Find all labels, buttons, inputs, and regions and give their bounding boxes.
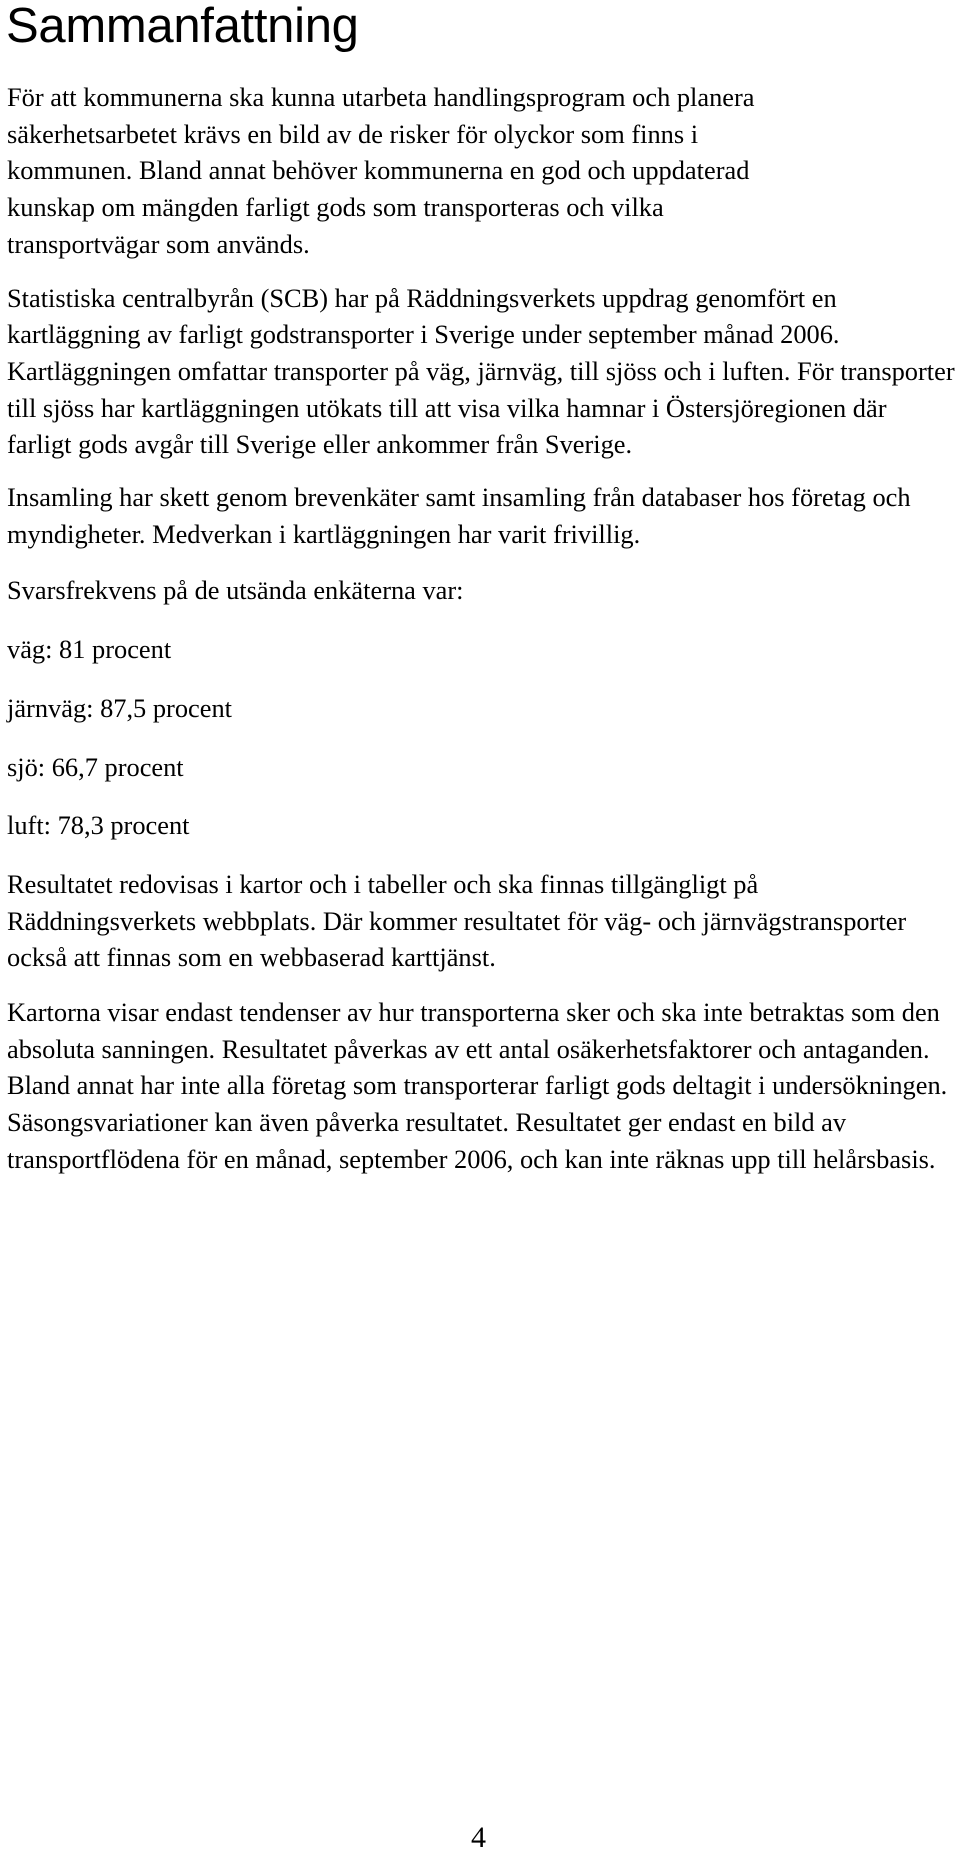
page-title: Sammanfattning	[6, 0, 359, 53]
rail-response-rate: järnväg: 87,5 procent	[7, 692, 232, 723]
limitations-paragraph: Kartorna visar endast tendenser av hur transporterna sker och ska inte betraktas som den absoluta sanningen. Resultatet påverkas av ett antal osäkerhetsfaktorer och antaganden. Bland annat har inte alla företag som transporterar farligt gods deltagit i undersökningen. Säsongsvariationer kan även påverka resultatet. Resultatet ger endast en bild av transportflödena för en månad, september 2006, och kan inte räknas upp till helårsbasis.	[7, 997, 948, 1174]
intro-paragraph: För att kommunerna ska kunna utarbeta handlingsprogram och planera säkerhetsarbetet krävs en bild av de risker för olyckor som finns i kommunen. Bland annat behöver kommunerna en god och uppdaterad kunskap om mängden farligt gods som transporteras och vilka transportvägar som används.	[7, 82, 755, 259]
collection-paragraph: Insamling har skett genom brevenkäter samt insamling från databaser hos företag och myndigheter. Medverkan i kartläggningen har varit frivillig.	[7, 482, 911, 549]
page-number: 4	[471, 1821, 486, 1854]
response-rate-intro: Svarsfrekvens på de utsända enkäterna var:	[7, 575, 464, 606]
summary-content	[7, 79, 957, 1194]
response-rate-list	[7, 631, 957, 844]
survey-paragraph: Statistiska centralbyrån (SCB) har på Räddningsverkets uppdrag genomfört en kartläggning av farligt godstransporter i Sverige under september månad 2006. Kartläggningen omfattar transporter på väg, järnväg, till sjöss och i luften. För transporter till sjöss har kartläggningen utökats till att visa vilka hamnar i Östersjöregionen där farligt gods avgår till Sverige eller ankommer från Sverige.	[7, 282, 955, 460]
air-response-rate: luft: 78,3 procent	[7, 810, 190, 841]
sea-response-rate: sjö: 66,7 procent	[7, 751, 184, 782]
road-response-rate: väg: 81 procent	[7, 634, 172, 665]
results-paragraph: Resultatet redovisas i kartor och i tabeller och ska finnas tillgängligt på Räddningsverkets webbplats. Där kommer resultatet för väg- och järnvägstransporter också att finnas som en webbaserad karttjänst.	[7, 868, 907, 973]
